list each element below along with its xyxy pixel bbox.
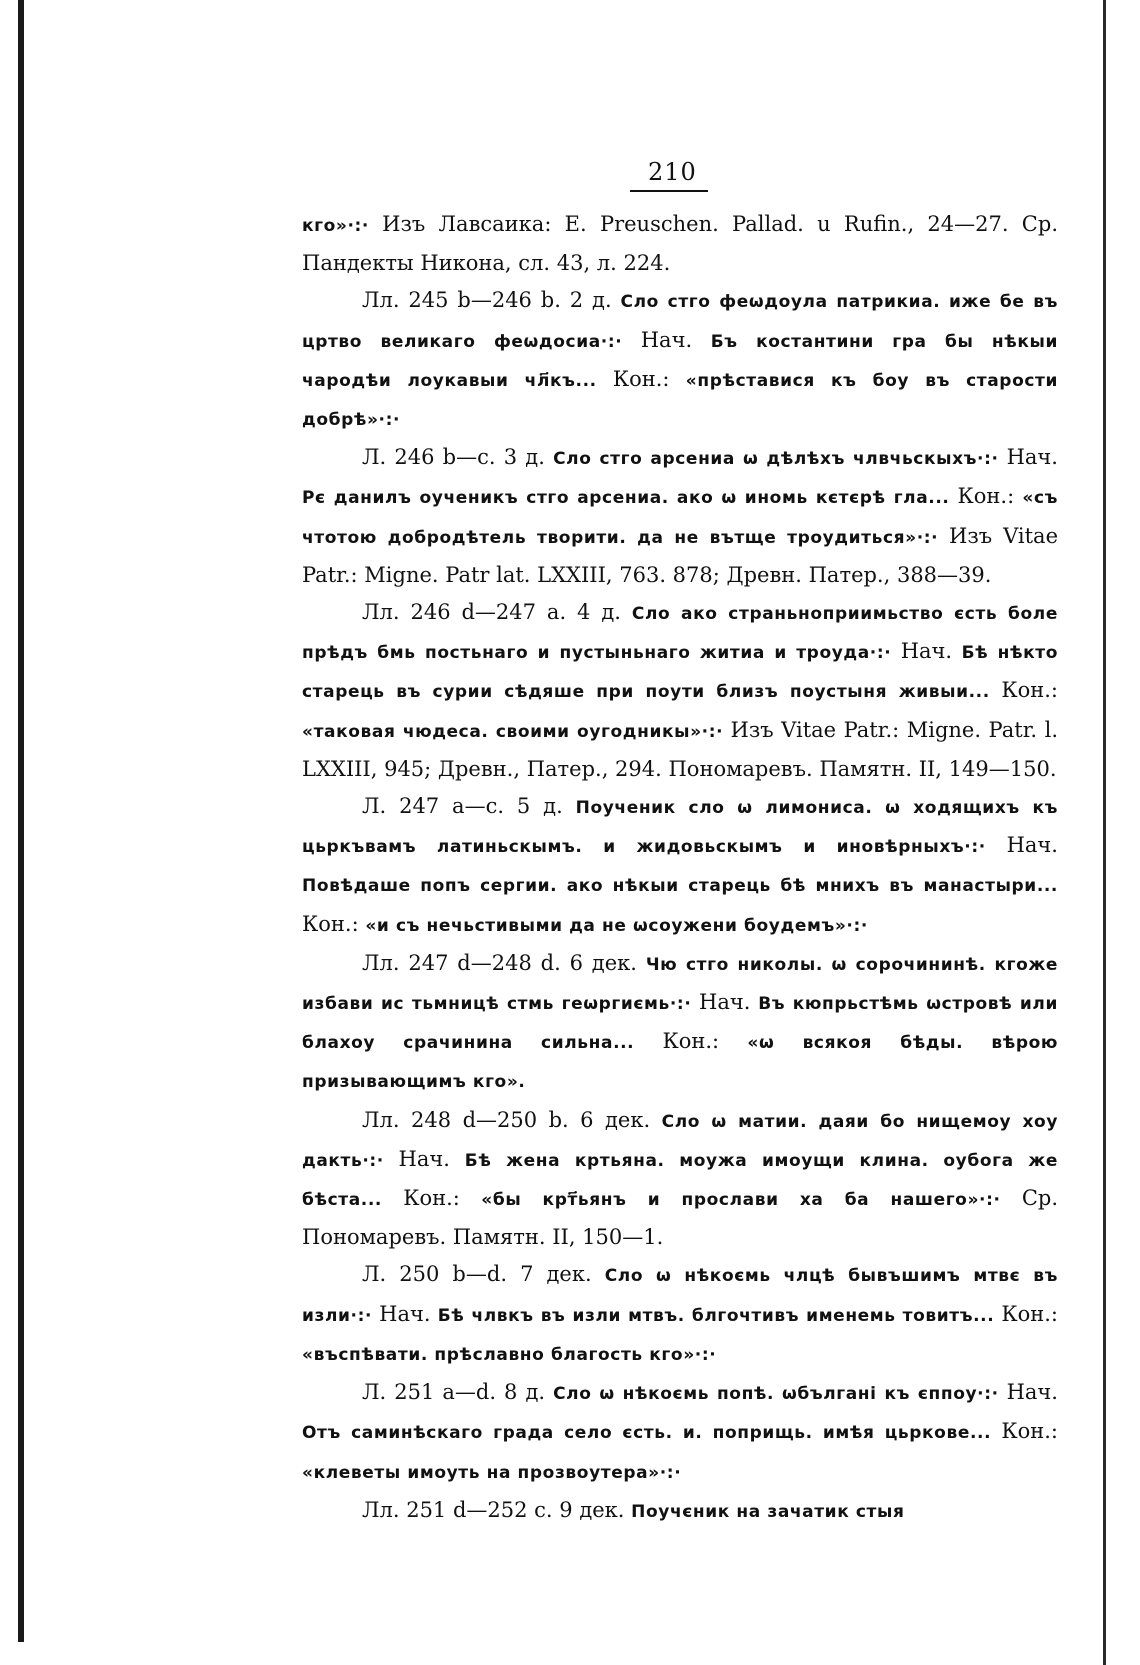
entry-text: Нач. <box>1006 445 1058 470</box>
entry-text: Лл. 248 d—250 b. 6 дек. <box>362 1107 662 1132</box>
church-slavonic-text: «клеветы имоуть на прозвоутера»·:· <box>302 1462 682 1483</box>
page-number: 210 <box>648 158 697 186</box>
page-number-underline <box>630 190 708 192</box>
church-slavonic-text: Бѣ жена кртьяна. моужа имоущи клина. оубога же бѣста... <box>302 1150 1058 1211</box>
church-slavonic-text: Въ кюпрьстѣмь ωстровѣ или блахоу срачинина сильна... <box>302 994 1058 1054</box>
entry-text: Л. 251 a—d. 8 д. <box>362 1380 554 1405</box>
entry-text: Лл. 246 d—247 a. 4 д. <box>362 600 632 625</box>
catalog-entry <box>302 439 1058 594</box>
catalog-entry <box>302 594 1058 788</box>
left-scan-border <box>18 0 24 1642</box>
entry-text: Кон.: <box>1001 1419 1058 1444</box>
catalog-entry <box>302 282 1058 439</box>
entry-text: Нач. <box>900 639 962 664</box>
entry-text: Изъ Vitae Patr.: Migne. Patr. l. LXXIII, 945; Древн., Патер., 294. Пономаревъ. Памятн. II, 149—150. <box>302 717 1059 781</box>
church-slavonic-text: кго»·:· <box>302 216 383 236</box>
catalog-entry <box>302 1102 1058 1257</box>
body-text <box>302 206 1058 1531</box>
church-slavonic-text: «ω всякоя бѣды. вѣрою призывающимъ кго». <box>302 1033 1058 1093</box>
church-slavonic-text: Бѣ нѣкто старець въ сурии сѣдяше при поути близъ поустыня живыи... <box>302 643 1058 703</box>
entry-text: Нач. <box>398 1146 465 1171</box>
church-slavonic-text: Поучєник на зачатик стыя <box>631 1501 905 1522</box>
catalog-entry <box>302 206 1058 282</box>
church-slavonic-text: «прѣставися къ боу въ старости добрѣ»·:· <box>302 370 1058 431</box>
entry-text: Кон.: <box>1001 678 1058 703</box>
entry-text: Нач. <box>699 990 759 1015</box>
catalog-entry <box>302 1492 1058 1531</box>
entry-text: Лл. 245 b—246 b. 2 д. <box>362 288 621 313</box>
church-slavonic-text: Бъ костантини гра бы нѣкыи чародѣи лоукавыи чл҃къ... <box>302 331 1058 391</box>
catalog-entry <box>302 788 1058 945</box>
church-slavonic-text: Рє данилъ оученикъ стго арсениа. ако ω иномь кєтєрѣ гла... <box>302 488 958 509</box>
entry-text: Нач. <box>1006 1380 1058 1405</box>
church-slavonic-text: Бѣ члвкъ въ изли мтвъ. блгочтивъ именемь товитъ... <box>437 1305 1002 1326</box>
church-slavonic-text: Сло стго феωдоула патрикиа. иже бе въ цртво великаго феωдосиа·:· <box>302 292 1058 352</box>
church-slavonic-text: Повѣдаше попъ сергии. ако нѣкыи старець бѣ мнихъ въ манастыри... <box>302 876 1058 897</box>
church-slavonic-text: Отъ саминѣскаго града село єсть. и. поприщь. имѣя цьркове... <box>302 1423 1002 1444</box>
church-slavonic-text: Сло стго арсениа ω дѣлѣхъ члвчьскыхъ·:· <box>553 449 1007 470</box>
entry-text: Кон.: <box>403 1186 482 1211</box>
church-slavonic-text: Сло ω нѣкоємь члцѣ бывъшимъ мтвє въ изли·:· <box>302 1266 1058 1326</box>
entry-text: Ср. Пономаревъ. Памятн. II, 150—1. <box>302 1186 1058 1250</box>
entry-text: Кон.: <box>612 366 686 391</box>
entry-text: Л. 250 b—d. 7 дек. <box>362 1262 605 1287</box>
church-slavonic-text: «въспѣвати. прѣславно благость кго»·:· <box>302 1344 717 1365</box>
church-slavonic-text: Сло ако страньноприимьство єсть боле прѣдъ бмь постьнаго и пустыньнаго житиа и троуда·:· <box>302 604 1058 664</box>
entry-text: Кон.: <box>662 1029 748 1054</box>
catalog-entry <box>302 945 1058 1102</box>
entry-text: Л. 247 a—c. 5 д. <box>362 794 576 819</box>
entry-text: Кон.: <box>957 484 1023 509</box>
entry-text: Кон.: <box>1001 1301 1058 1326</box>
entry-text: Изъ Лавсаика: E. Preuschen. Pallad. u Rufin., 24—27. Ср. Пандекты Никона, сл. 43, л. 224. <box>302 212 1058 276</box>
church-slavonic-text: Сло ω нѣкоємь попѣ. ωбългані къ єппоу·:· <box>553 1384 1007 1405</box>
church-slavonic-text: Сло ω матии. даяи бо нищемоу хоу дакть·:· <box>302 1111 1058 1171</box>
church-slavonic-text: «и съ нечьстивыми да не ωсоужени боудемъ»·:· <box>365 915 868 936</box>
entry-text: Нач. <box>379 1301 438 1326</box>
entry-text: Изъ Vitae Patr.: Migne. Patr lat. LXXIII, 763. 878; Древн. Патер., 388—39. <box>302 523 1059 587</box>
church-slavonic-text: «бы крт҃ьянъ и прослави ха ба нашего»·:· <box>481 1190 1022 1211</box>
church-slavonic-text: Поученик сло ω лимониса. ω ходящихъ къ цьркъвамъ латиньскымъ. и жидовьскымъ и иновѣрныхъ·:· <box>302 798 1058 858</box>
catalog-entry <box>302 1374 1058 1492</box>
entry-text: Лл. 251 d—252 c. 9 дек. <box>362 1497 632 1522</box>
church-slavonic-text: «таковая чюдеса. своими оугодникы»·:· <box>302 721 731 742</box>
entry-text: Нач. <box>640 327 711 352</box>
entry-text: Лл. 247 d—248 d. 6 дек. <box>362 950 646 975</box>
entry-text: Л. 246 b—c. 3 д. <box>362 445 554 470</box>
right-scan-border <box>1103 0 1106 1665</box>
church-slavonic-text: Чю стго николы. ω сорочининѣ. кгоже избави ис тьмницѣ стмь геωргиємь·:· <box>302 954 1058 1015</box>
entry-text: Нач. <box>1006 833 1058 858</box>
church-slavonic-text: «съ чтотою добродѣтель творити. да не вътще троудиться»·:· <box>302 488 1058 548</box>
entry-text: Кон.: <box>302 911 366 936</box>
catalog-entry <box>302 1256 1058 1374</box>
